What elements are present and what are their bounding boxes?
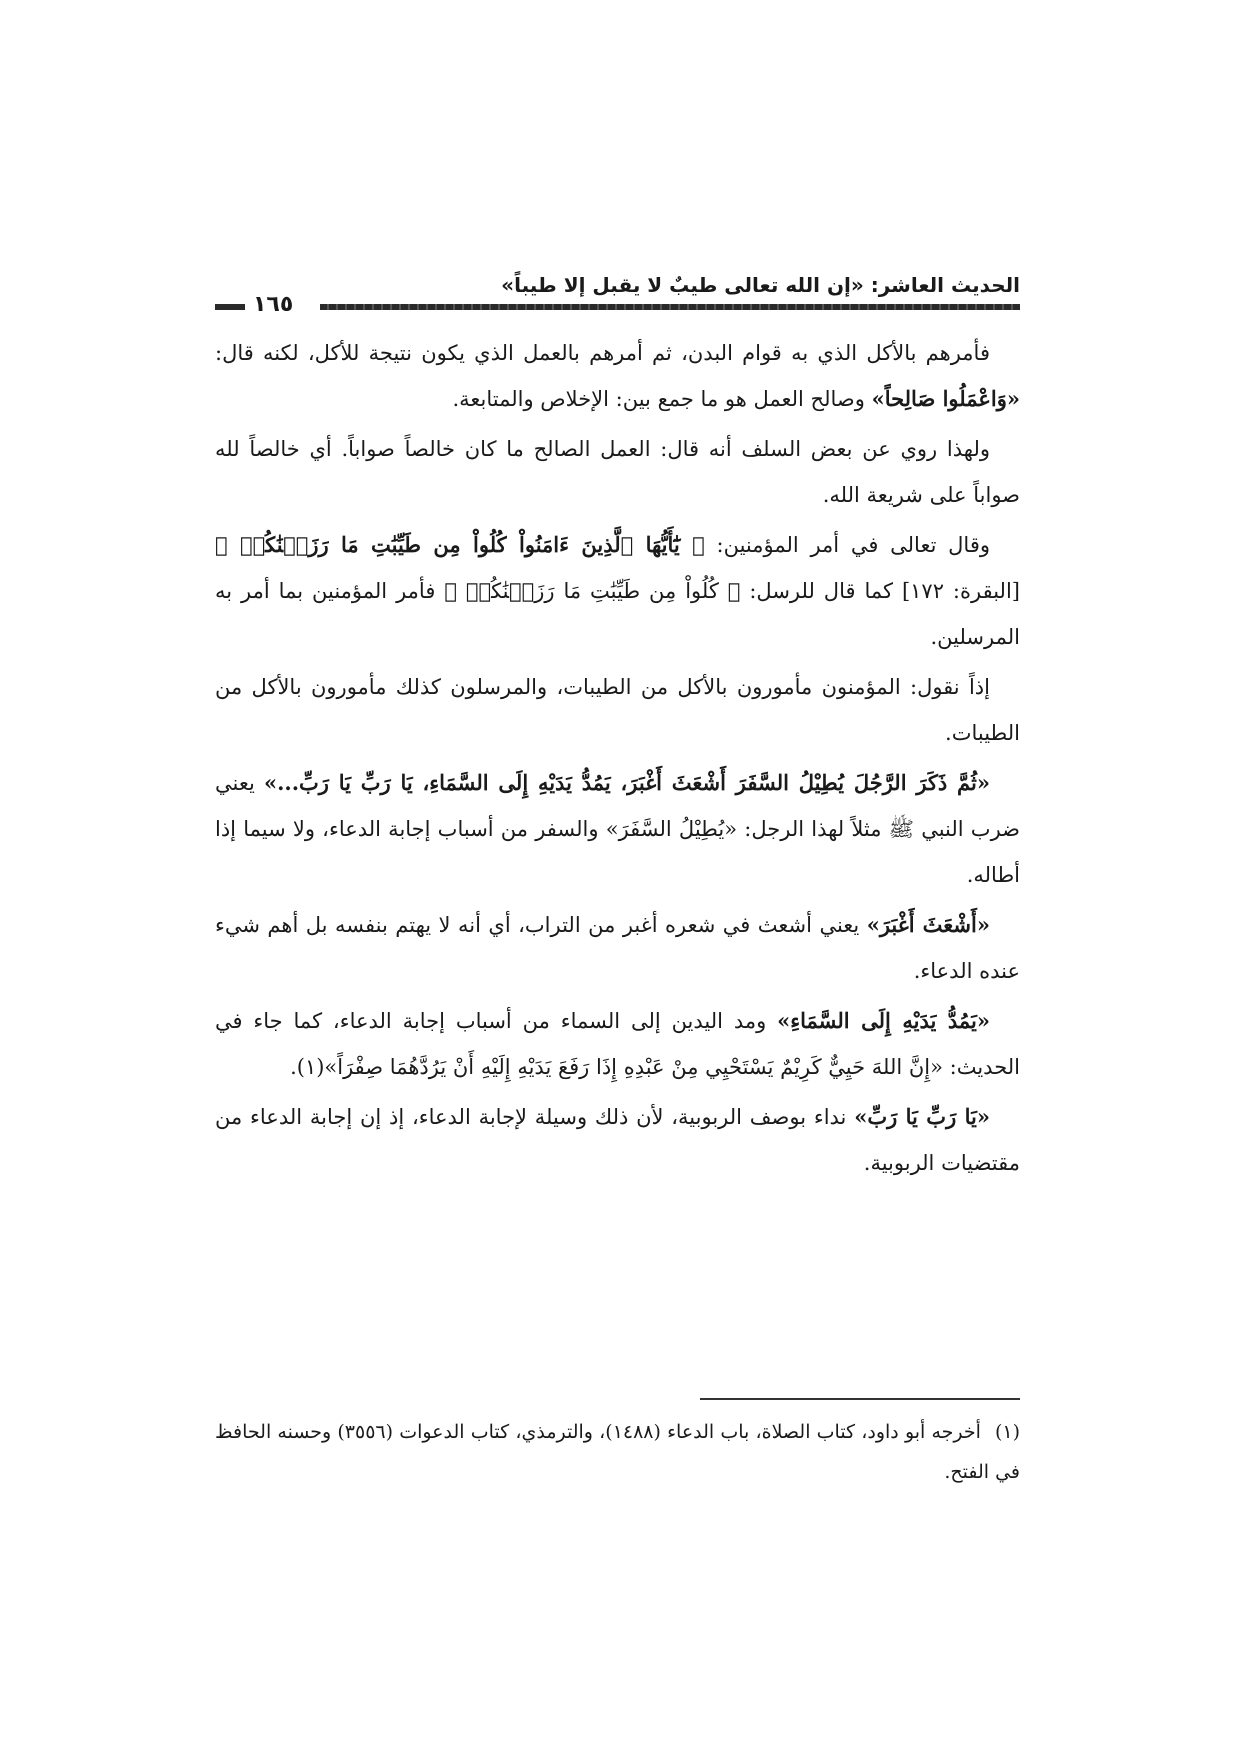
footnote (215, 1412, 1020, 1492)
header-title: الحديث العاشر: «إن الله تعالى طيبٌ لا يقبل إلا طيباً» (501, 273, 1020, 297)
paragraph (215, 522, 1020, 660)
paragraph-text: يعني ضرب النبي ﷺ مثلاً لهذا الرجل: «يُطِيْلُ السَّفَرَ» والسفر من أسباب إجابة الدعاء، ولا سيما إذا أطاله. (215, 771, 1020, 887)
footnote-text: أخرجه أبو داود، كتاب الصلاة، باب الدعاء (١٤٨٨)، والترمذي، كتاب الدعوات (٣٥٥٦) وحسنه الحافظ في الفتح. (215, 1421, 1020, 1483)
paragraph (215, 760, 1020, 898)
paragraph (215, 902, 1020, 994)
paragraph (215, 426, 1020, 518)
paragraph-text: فأمرهم بالأكل الذي به قوام البدن، ثم أمرهم بالعمل الذي يكون نتيجة للأكل، لكنه قال: (215, 341, 990, 365)
paragraph-text: [البقرة: ١٧٢] كما قال للرسل: ﴿ كُلُواْ مِن طَيِّبَٰتِ مَا رَزَقۡنَٰكُمۡ ﴾ فأمر المؤمنين بما أمر به المرسلين. (215, 579, 1020, 649)
body-text (215, 330, 1020, 1190)
paragraph (215, 330, 1020, 422)
quote-text: ﴿ يَٰٓأَيُّهَا ٱلَّذِينَ ءَامَنُواْ كُلُواْ مِن طَيِّبَٰتِ مَا رَزَقۡنَٰكُمۡ ﴾ (215, 532, 705, 557)
running-header (215, 270, 1020, 300)
rule-line (320, 304, 1020, 310)
paragraph-text: نداء بوصف الربوبية، لأن ذلك وسيلة لإجابة الدعاء، إذ إن إجابة الدعاء من مقتضيات الربوبية. (215, 1105, 1020, 1175)
paragraph-text: ولهذا روي عن بعض السلف أنه قال: العمل الصالح ما كان خالصاً صواباً. أي خالصاً لله صواباً على شريعة الله. (215, 437, 1020, 507)
quote-text: «أَشْعَثَ أَغْبَرَ» (866, 912, 990, 937)
paragraph-text: يعني أشعث في شعره أغبر من التراب، أي أنه لا يهتم بنفسه بل أهم شيء عنده الدعاء. (215, 913, 1020, 983)
paragraph-text: إذاً نقول: المؤمنون مأمورون بالأكل من الطيبات، والمرسلون كذلك مأمورون بالأكل من الطيبات. (215, 675, 1020, 745)
footnote-separator (700, 1398, 1020, 1400)
paragraph-text: ومد اليدين إلى السماء من أسباب إجابة الدعاء، كما جاء في الحديث: «إِنَّ اللهَ حَيِيٌّ كَرِيْمٌ يَسْتَحْيِي مِنْ عَبْدِهِ إِذَا رَفَعَ يَدَيْهِ إِلَيْهِ أَنْ يَرُدَّهُمَا صِفْرَاً»(١). (215, 1009, 1020, 1079)
rule-left-segment (215, 304, 245, 310)
footnote-marker: (١) (994, 1421, 1020, 1443)
quote-text: «ثُمَّ ذَكَرَ الرَّجُلَ يُطِيْلُ السَّفَرَ أَشْعَثَ أَغْبَرَ، يَمُدُّ يَدَيْهِ إِلَى السَّمَاءِ، يَا رَبِّ يَا رَبِّ...» (263, 770, 990, 795)
paragraph-text: وصالح العمل هو ما جمع بين: الإخلاص والمتابعة. (452, 387, 872, 411)
quote-text: «وَاعْمَلُوا صَالِحاً» (871, 386, 1020, 411)
quote-text: «يَمُدُّ يَدَيْهِ إِلَى السَّمَاءِ» (777, 1008, 990, 1033)
header-rule (215, 292, 1020, 320)
paragraph (215, 664, 1020, 756)
paragraph-text: وقال تعالى في أمر المؤمنين: (704, 533, 991, 557)
paragraph (215, 998, 1020, 1090)
page-number: ١٦٥ (253, 292, 294, 317)
quote-text: «يَا رَبِّ يَا رَبِّ» (854, 1104, 990, 1129)
paragraph (215, 1094, 1020, 1186)
